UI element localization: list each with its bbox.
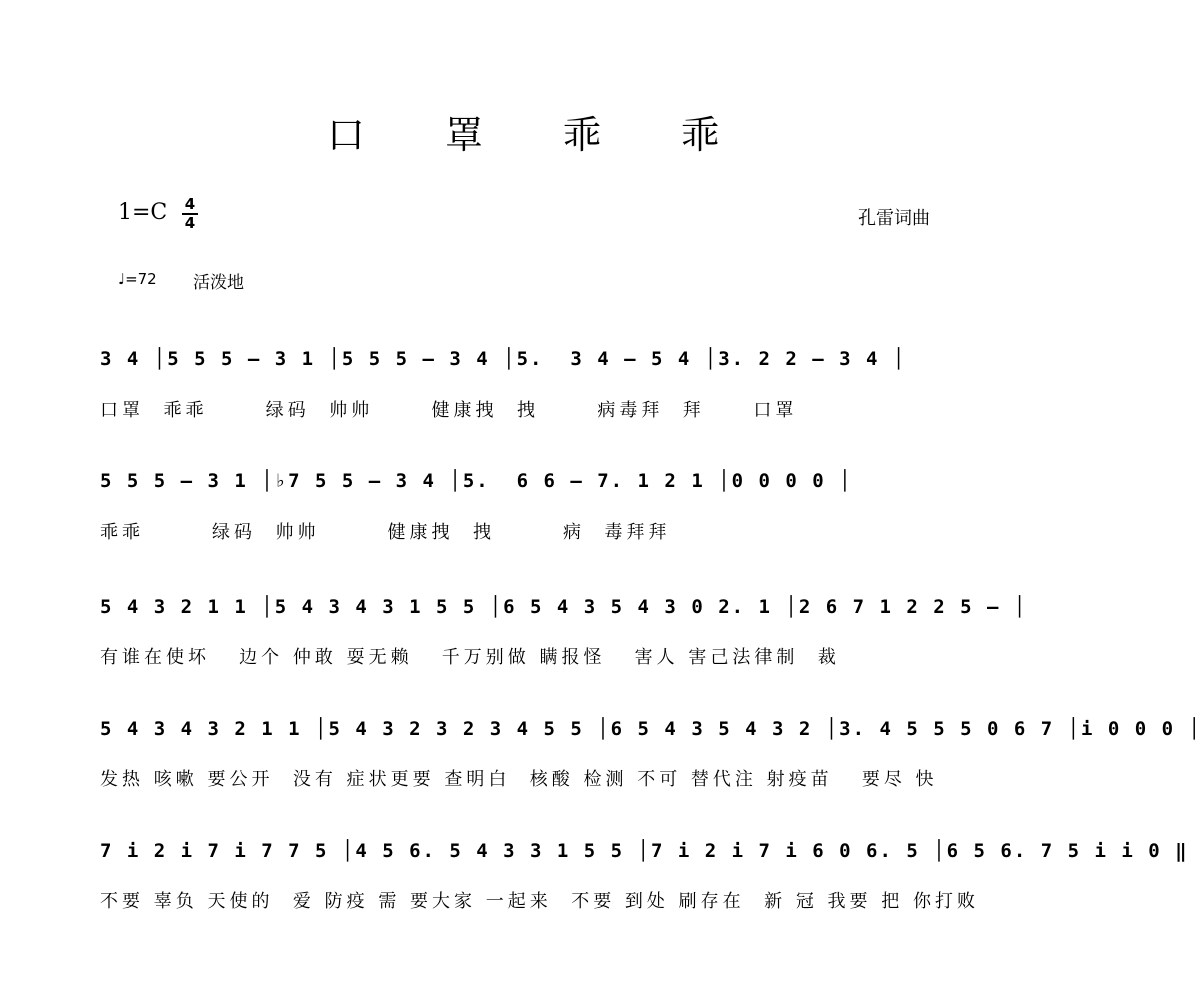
lyrics-line-5: 不要 辜负 天使的 爱 防疫 需 要大家 一起来 不要 到处 刷存在 新 冠 我要 把 你打败 [100, 891, 979, 912]
lyrics-line-2: 乖乖 绿码 帅帅 健康拽 拽 病 毒拜拜 [100, 522, 671, 543]
meter-top: 4 [184, 195, 196, 213]
composer-credit: 孔雷词曲 [858, 208, 930, 229]
lyrics-line-3: 有谁在使坏 边个 仲敢 耍无赖 千万别做 瞒报怪 害人 害己法律制 裁 [100, 647, 840, 668]
meter-bottom: 4 [182, 213, 198, 232]
song-title: 口 罩 乖 乖 [326, 113, 754, 157]
jianpu-notes: 5 4 3 2 1 1 │5 4 3 4 3 1 5 5 │6 5 4 3 5 4 3 0 2. 1 │2 6 7 1 2 2 5 – │ [100, 596, 1028, 618]
jianpu-notes: 5 5 5 – 3 1 │♭7 5 5 – 3 4 │5. 6 6 – 7. 1 2 1 │0 0 0 0 │ [100, 470, 853, 492]
expression-marking: 活泼地 [193, 273, 244, 293]
notation-line-5 [100, 840, 1189, 874]
jianpu-notes: 7 i 2 i 7 i 7 7 5 │4 5 6. 5 4 3 3 1 5 5 │7 i 2 i 7 i 6 0 6. 5 │6 5 6. 7 5 i i 0 ‖ [100, 840, 1189, 862]
jianpu-notes: 5 4 3 4 3 2 1 1 │5 4 3 2 3 2 3 4 5 5 │6 5 4 3 5 4 3 2 │3. 4 5 5 5 0 6 7 │i 0 0 0 │ [100, 718, 1202, 740]
notation-line-1 [100, 348, 980, 382]
key-signature: 1=C [118, 200, 168, 225]
notation-line-3 [100, 596, 1028, 630]
notation-line-2 [100, 470, 980, 504]
lyrics-line-1: 口罩 乖乖 绿码 帅帅 健康拽 拽 病毒拜 拜 口罩 [100, 400, 798, 421]
lyrics-line-4: 发热 咳嗽 要公开 没有 症状更要 查明白 核酸 检测 不可 替代注 射疫苗 要尽 快 [100, 769, 938, 790]
notation-line-4 [100, 718, 1202, 752]
time-signature [182, 196, 198, 232]
tempo-marking: ♩=72 [118, 270, 157, 288]
jianpu-notes: 3 4 │5 5 5 – 3 1 │5 5 5 – 3 4 │5. 3 4 – 5 4 │3. 2 2 – 3 4 │ [100, 348, 907, 370]
